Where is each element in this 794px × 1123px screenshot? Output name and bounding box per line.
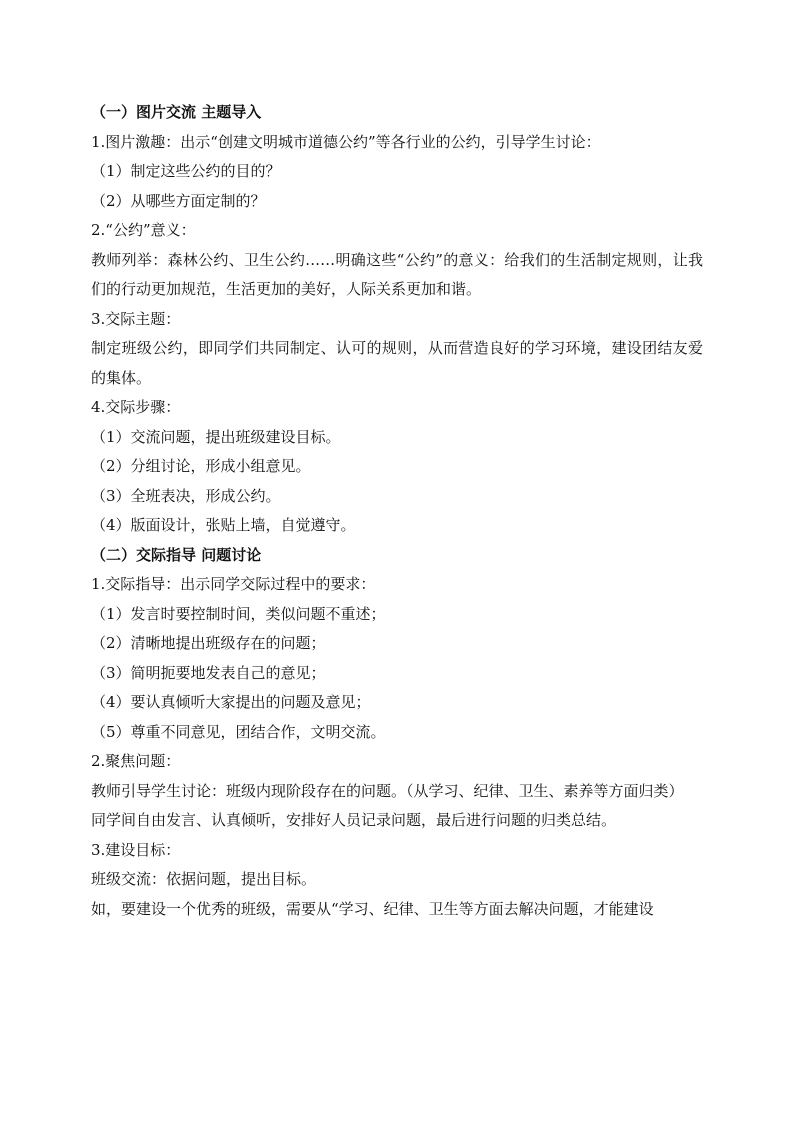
paragraph: 3.交际主题： [91, 309, 181, 328]
paragraph: 1.交际指导：出示同学交际过程中的要求： [91, 575, 376, 593]
paragraph: （5）尊重不同意见，团结合作，文明交流。 [91, 722, 386, 741]
paragraph: 教师列举：森林公约、卫生公约……明确这些“公约”的意义：给我们的生活制定规则，让我们的行动更加规范，生活更加的美好，人际关系更加和谐。 [91, 250, 703, 298]
paragraph: 如，要建设一个优秀的班级，需要从“学习、纪律、卫生等方面去解决问题，才能建设 [91, 899, 654, 918]
paragraph: （1）制定这些公约的目的？ [91, 162, 281, 180]
paragraph: 3.建设目标： [91, 840, 181, 859]
paragraph: （1）发言时要控制时间，类似问题不重述； [91, 604, 386, 623]
paragraph: （2）从哪些方面定制的？ [91, 191, 266, 210]
paragraph: （4）要认真倾听大家提出的问题及意见； [91, 693, 371, 711]
paragraph: 1.图片激趣：出示“创建文明城市道德公约”等各行业的公约，引导学生讨论： [91, 132, 601, 151]
paragraph: 班级交流：依据问题，提出目标。 [91, 870, 317, 888]
paragraph: 同学间自由发言、认真倾听，安排好人员记录问题，最后进行问题的归类总结。 [91, 811, 617, 829]
paragraph: （3）简明扼要地发表自己的意见； [91, 663, 326, 682]
paragraph: 2.聚焦问题： [91, 752, 181, 770]
paragraph: （2）清晰地提出班级存在的问题； [91, 634, 326, 652]
paragraph: 制定班级公约，即同学们共同制定、认可的规则，从而营造良好的学习环境，建设团结友爱的集体。 [91, 339, 703, 387]
paragraph: 2.“公约”意义： [91, 221, 196, 239]
section-heading-2: （二）交际指导 问题讨论 [91, 545, 262, 564]
paragraph: （1）交流问题，提出班级建设目标。 [91, 427, 341, 446]
paragraph: 4.交际步骤： [91, 398, 181, 416]
document-body [91, 98, 703, 924]
paragraph: （4）版面设计，张贴上墙，自觉遵守。 [91, 516, 356, 534]
paragraph: （3）全班表决，形成公约。 [91, 486, 281, 505]
paragraph: （2）分组讨论，形成小组意见。 [91, 457, 311, 475]
paragraph: 教师引导学生讨论：班级内现阶段存在的问题。（从学习、纪律、卫生、素养等方面归类） [91, 781, 684, 800]
section-heading-1: （一）图片交流 主题导入 [91, 103, 262, 121]
